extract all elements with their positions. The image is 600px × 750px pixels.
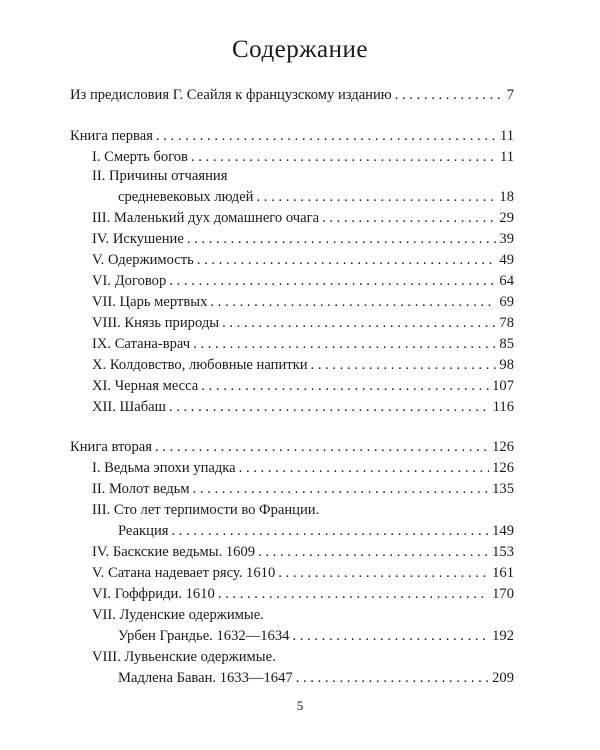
toc-entry-label: IV. Баскские ведьмы. 1609 <box>92 544 256 560</box>
dot-leader <box>187 229 497 249</box>
dot-leader <box>201 376 489 396</box>
dot-leader <box>171 521 489 541</box>
dot-leader <box>222 313 496 333</box>
toc-entry-label-line1[interactable]: III. Сто лет терпимости во Франции. <box>92 502 320 518</box>
toc-entry-label: IX. Сатана-врач <box>92 336 191 352</box>
toc-entry-page: 78 <box>499 315 514 331</box>
dot-leader <box>322 208 496 228</box>
toc-entry-page: 11 <box>499 128 514 144</box>
toc-entry-label: VII. Царь мертвых <box>92 294 208 310</box>
toc-entry-preface[interactable] <box>70 85 514 105</box>
toc-entry-label: II. Молот ведьм <box>92 481 190 497</box>
toc-entry[interactable] <box>92 355 514 375</box>
toc-entry-label-line1[interactable]: II. Причины отчаяния <box>92 168 228 184</box>
toc-entry-label: VI. Гоффриди. 1610 <box>92 586 215 602</box>
toc-entry[interactable] <box>92 376 514 396</box>
toc-entry-page: 209 <box>492 670 514 686</box>
toc-entry-label: Книга вторая <box>70 439 152 455</box>
toc-entry-page: 192 <box>492 628 514 644</box>
toc-entry-label: XII. Шабаш <box>92 399 166 415</box>
dot-leader <box>257 187 497 207</box>
toc-entry-label: V. Сатана надевает рясу. 1610 <box>92 565 276 581</box>
toc-entry-page: 153 <box>492 544 514 560</box>
toc-entry[interactable] <box>92 542 514 562</box>
toc-entry-label: Мадлена Баван. 1633—1647 <box>118 670 293 686</box>
dot-leader <box>218 584 489 604</box>
dot-leader <box>210 292 496 312</box>
dot-leader <box>169 271 496 291</box>
toc-entry[interactable] <box>92 584 514 604</box>
toc-entry-label: V. Одержимость <box>92 252 194 268</box>
toc-entry-page: 126 <box>492 439 514 455</box>
toc-entry-page: 161 <box>492 565 514 581</box>
toc-entry-label: I. Ведьма эпохи упадка <box>92 460 236 476</box>
dot-leader <box>292 626 489 646</box>
toc-entry-label: средневековых людей <box>118 189 254 205</box>
toc-entry[interactable] <box>118 187 514 207</box>
toc-entry-page: 18 <box>499 189 514 205</box>
toc-entry-label-line1[interactable]: VIII. Лувьенские одержимые. <box>92 649 276 665</box>
toc-entry-page: 98 <box>499 357 514 373</box>
toc-entry-page: 11 <box>499 149 514 165</box>
dot-leader <box>193 479 490 499</box>
toc-entry[interactable] <box>92 397 514 417</box>
toc-entry[interactable] <box>92 147 514 167</box>
toc-entry-label: I. Смерть богов <box>92 149 188 165</box>
toc-entry-page: 149 <box>492 523 514 539</box>
toc-entry-label: VIII. Князь природы <box>92 315 220 331</box>
dot-leader <box>169 397 490 417</box>
toc-entry-label: Из предисловия Г. Сеайля к французскому изданию <box>70 87 392 103</box>
dot-leader <box>156 126 497 146</box>
page-number: 5 <box>296 698 304 713</box>
toc-entry[interactable] <box>92 479 514 499</box>
toc-entry[interactable] <box>92 313 514 333</box>
toc-book-heading-2[interactable] <box>70 437 514 457</box>
toc-entry-page: 170 <box>492 586 514 602</box>
dot-leader <box>296 668 489 688</box>
toc-entry-page: 64 <box>499 273 514 289</box>
toc-entry-page: 7 <box>506 87 514 103</box>
toc-entry-label: Книга первая <box>70 128 153 144</box>
toc-entry[interactable] <box>92 563 514 583</box>
toc-entry-label: X. Колдовство, любовные напитки <box>92 357 308 373</box>
toc-entry-page: 69 <box>499 294 514 310</box>
toc-entry[interactable] <box>92 208 514 228</box>
dot-leader <box>155 437 489 457</box>
toc-entry[interactable] <box>92 250 514 270</box>
toc-entry-page: 85 <box>499 336 514 352</box>
dot-leader <box>311 355 497 375</box>
toc-entry-label: III. Маленький дух домашнего очага <box>92 210 320 226</box>
toc-entry-label: Реакция <box>118 523 169 539</box>
page-title: Содержание <box>232 36 368 63</box>
dot-leader <box>197 250 497 270</box>
toc-entry-label: IV. Искушение <box>92 231 184 247</box>
toc-entry[interactable] <box>92 229 514 249</box>
toc-entry-label: Урбен Грандье. 1632—1634 <box>118 628 290 644</box>
toc-entry[interactable] <box>118 626 514 646</box>
toc-entry[interactable] <box>92 292 514 312</box>
dot-leader <box>239 458 489 478</box>
dot-leader <box>278 563 489 583</box>
toc-entry[interactable] <box>92 271 514 291</box>
toc-entry-page: 107 <box>492 378 514 394</box>
toc-entry-label: XI. Черная месса <box>92 378 199 394</box>
dot-leader <box>191 147 497 167</box>
toc-entry-label: VI. Договор <box>92 273 167 289</box>
toc-book-heading-1[interactable] <box>70 126 514 146</box>
toc-entry-page: 29 <box>499 210 514 226</box>
toc-entry[interactable] <box>92 458 514 478</box>
toc-entry-page: 116 <box>492 399 514 415</box>
toc-entry[interactable] <box>118 668 514 688</box>
toc-entry[interactable] <box>118 521 514 541</box>
toc-entry-page: 39 <box>499 231 514 247</box>
toc-entry-page: 126 <box>492 460 514 476</box>
dot-leader <box>193 334 496 354</box>
toc-entry-page: 135 <box>492 481 514 497</box>
toc-entry-label-line1[interactable]: VII. Луденские одержимые. <box>92 607 264 623</box>
dot-leader <box>258 542 489 562</box>
toc-entry-page: 49 <box>499 252 514 268</box>
toc-entry[interactable] <box>92 334 514 354</box>
dot-leader <box>395 85 504 105</box>
